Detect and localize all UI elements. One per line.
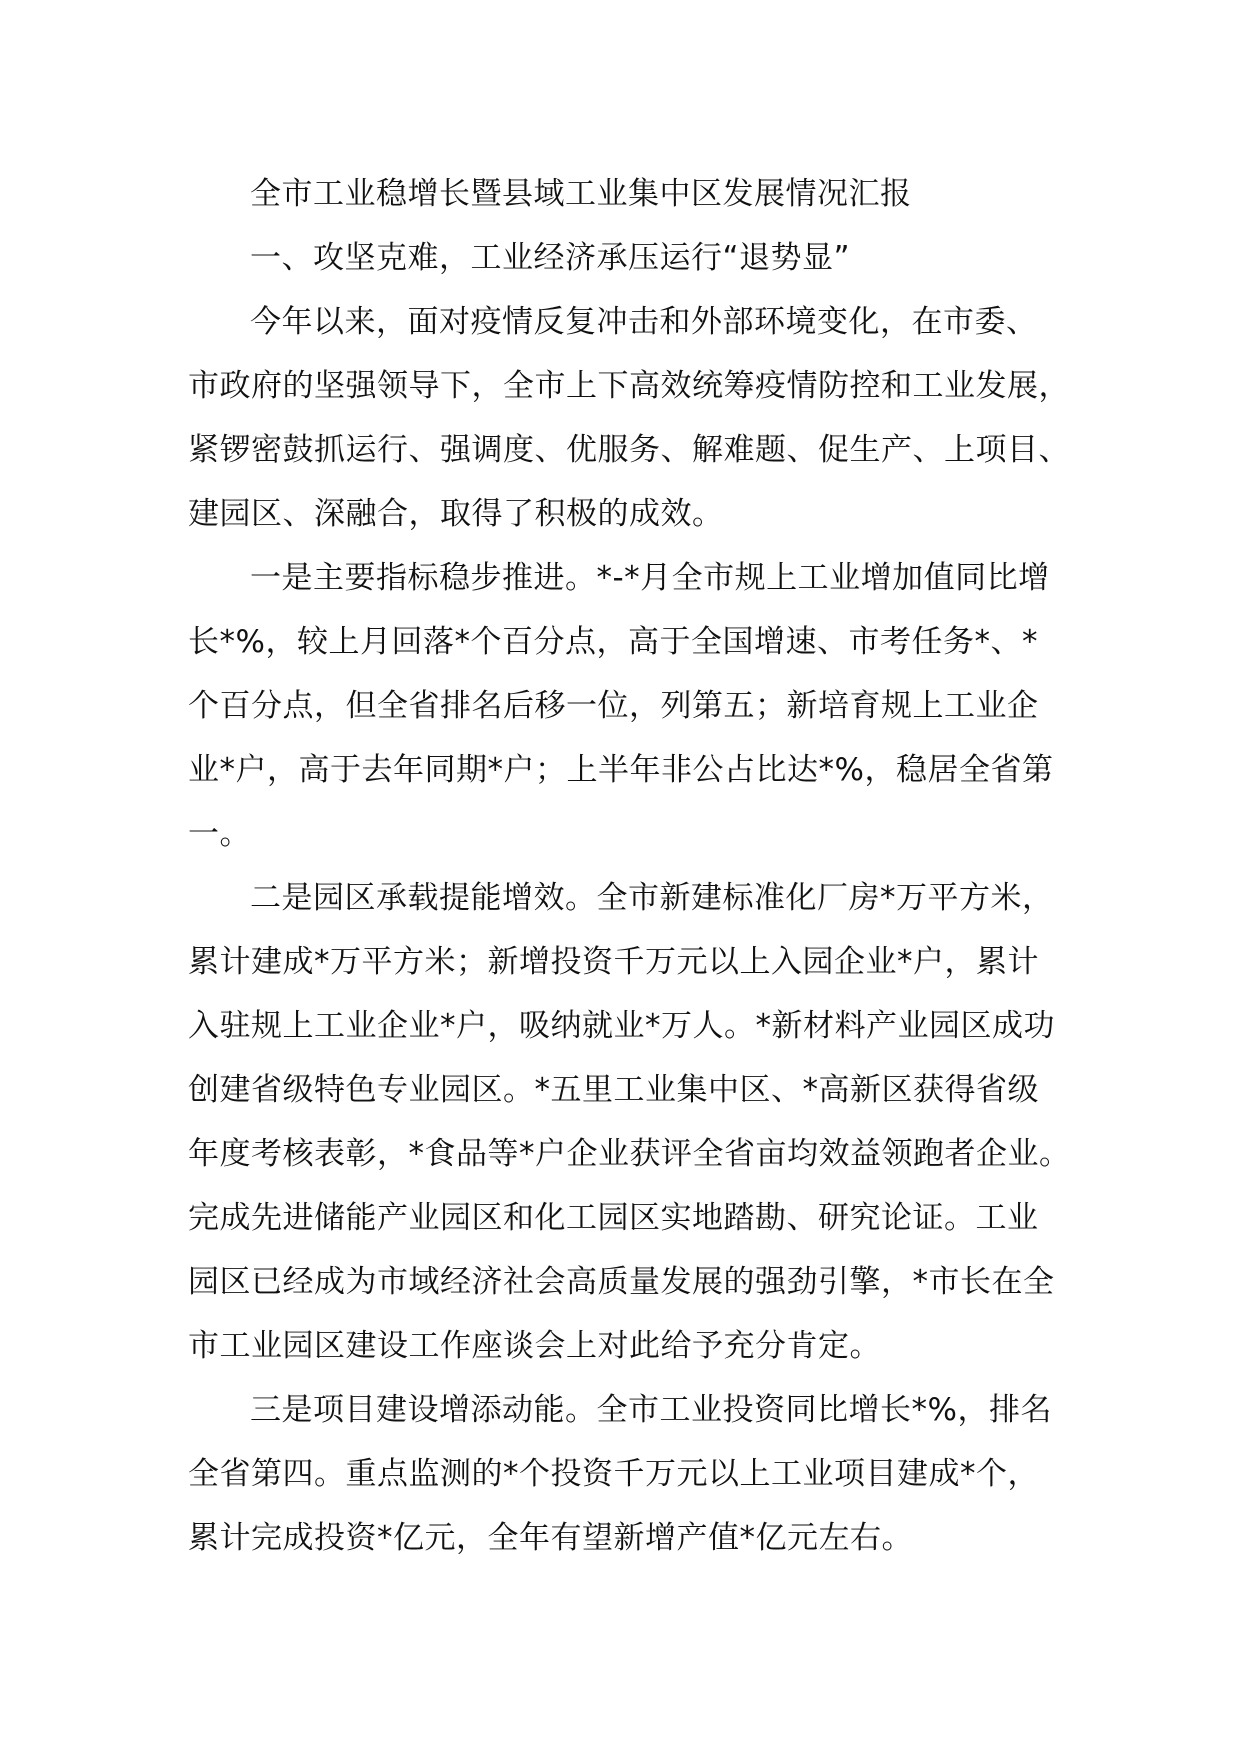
paragraph-line: 年度考核表彰，*食品等*户企业获评全省亩均效益领跑者企业。 bbox=[188, 1136, 1071, 1172]
paragraph-line: 全省第四。重点监测的*个投资千万元以上工业项目建成*个， bbox=[188, 1456, 1039, 1492]
paragraph-line: 累计完成投资*亿元，全年有望新增产值*亿元左右。 bbox=[188, 1520, 913, 1556]
paragraph-line: 入驻规上工业企业*户，吸纳就业*万人。*新材料产业园区成功 bbox=[188, 1008, 1055, 1044]
paragraph-line: 二是园区承载提能增效。全市新建标准化厂房*万平方米， bbox=[250, 880, 1054, 916]
paragraph-indicators bbox=[188, 546, 1088, 866]
paragraph-line: 业*户，高于去年同期*户；上半年非公占比达*%，稳居全省第 bbox=[188, 752, 1054, 788]
paragraph-line: 三是项目建设增添动能。全市工业投资同比增长*%，排名 bbox=[250, 1392, 1052, 1428]
paragraph-line: 累计建成*万平方米；新增投资千万元以上入园企业*户，累计 bbox=[188, 944, 1039, 980]
paragraph-line: 一是主要指标稳步推进。*-*月全市规上工业增加值同比增 bbox=[250, 560, 1050, 596]
section-heading: 一、攻坚克难，工业经济承压运行“退势显” bbox=[250, 240, 851, 276]
paragraph-projects bbox=[188, 1378, 1088, 1570]
paragraph-line: 建园区、深融合，取得了积极的成效。 bbox=[188, 496, 724, 532]
paragraph-line: 市工业园区建设工作座谈会上对此给予充分肯定。 bbox=[188, 1328, 881, 1364]
paragraph-line: 园区已经成为市域经济社会高质量发展的强劲引擎，*市长在全 bbox=[188, 1264, 1055, 1300]
document-title: 全市工业稳增长暨县域工业集中区发展情况汇报 bbox=[250, 176, 912, 212]
paragraph-line: 长*%，较上月回落*个百分点，高于全国增速、市考任务*、* bbox=[188, 624, 1038, 660]
paragraph-line: 今年以来，面对疫情反复冲击和外部环境变化，在市委、 bbox=[250, 304, 1038, 340]
paragraph-line: 创建省级特色专业园区。*五里工业集中区、*高新区获得省级 bbox=[188, 1072, 1039, 1108]
document-body bbox=[188, 162, 1088, 1570]
paragraph-line: 一。 bbox=[188, 816, 251, 852]
paragraph-intro bbox=[188, 290, 1088, 546]
paragraph-line: 完成先进储能产业园区和化工园区实地踏勘、研究论证。工业 bbox=[188, 1200, 1039, 1236]
paragraph-parks bbox=[188, 866, 1088, 1378]
paragraph-line: 紧锣密鼓抓运行、强调度、优服务、解难题、促生产、上项目、 bbox=[188, 432, 1070, 468]
paragraph-line: 市政府的坚强领导下，全市上下高效统筹疫情防控和工业发展， bbox=[188, 368, 1070, 404]
paragraph-line: 个百分点，但全省排名后移一位，列第五；新培育规上工业企 bbox=[188, 688, 1039, 724]
